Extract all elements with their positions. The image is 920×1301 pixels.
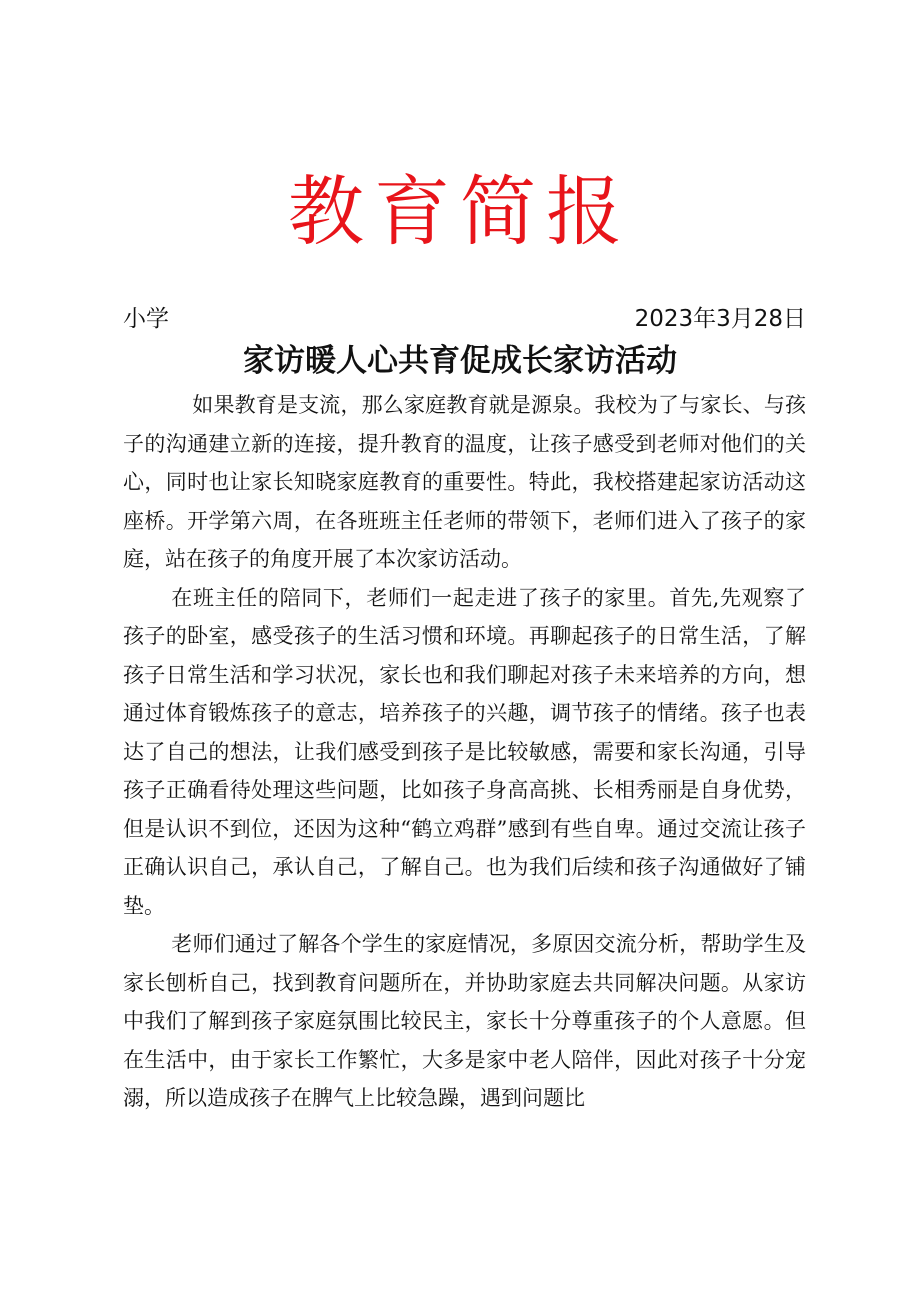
publish-date: 2023年3月28日 [634, 305, 806, 332]
masthead-title: 教育简报 [288, 167, 632, 256]
paragraph-3: 老师们通过了解各个学生的家庭情况，多原因交流分析，帮助学生及家长刨析自己，找到教育问题所在，并协助家庭去共同解决问题。从家访中我们了解到孩子家庭氛围比较民主，家长十分尊重孩子的个人意愿。但在生活中，由于家长工作繁忙，大多是家中老人陪伴，因此对孩子十分宠溺，所以造成孩子在脾气上比较急躁，遇到问题比 [123, 932, 806, 1110]
meta-row [123, 298, 806, 334]
school-name: 小学 [123, 305, 169, 332]
article-headline: 家访暖人心共育促成长家访活动 [243, 343, 677, 379]
paragraph-2: 在班主任的陪同下，老师们一起走进了孩子的家里。首先,先观察了孩子的卧室，感受孩子的生活习惯和环境。再聊起孩子的日常生活，了解孩子日常生活和学习状况，家长也和我们聊起对孩子未来培养的方向，想通过体育锻炼孩子的意志，培养孩子的兴趣，调节孩子的情绪。孩子也表达了自己的想法，让我们感受到孩子是比较敏感，需要和家长沟通，引导孩子正确看待处理这些问题，比如孩子身高高挑、长相秀丽是自身优势，但是认识不到位，还因为这种“鹤立鸡群”感到有些自卑。通过交流让孩子正确认识自己，承认自己，了解自己。也为我们后续和孩子沟通做好了铺垫。 [123, 585, 806, 918]
article-body [123, 386, 806, 1118]
paragraph-1: 如果教育是支流，那么家庭教育就是源泉。我校为了与家长、与孩子的沟通建立新的连接，提升教育的温度，让孩子感受到老师对他们的关心，同时也让家长知晓家庭教育的重要性。特此，我校搭建起家访活动这座桥。开学第六周，在各班班主任老师的带领下，老师们进入了孩子的家庭，站在孩子的角度开展了本次家访活动。 [123, 393, 806, 571]
